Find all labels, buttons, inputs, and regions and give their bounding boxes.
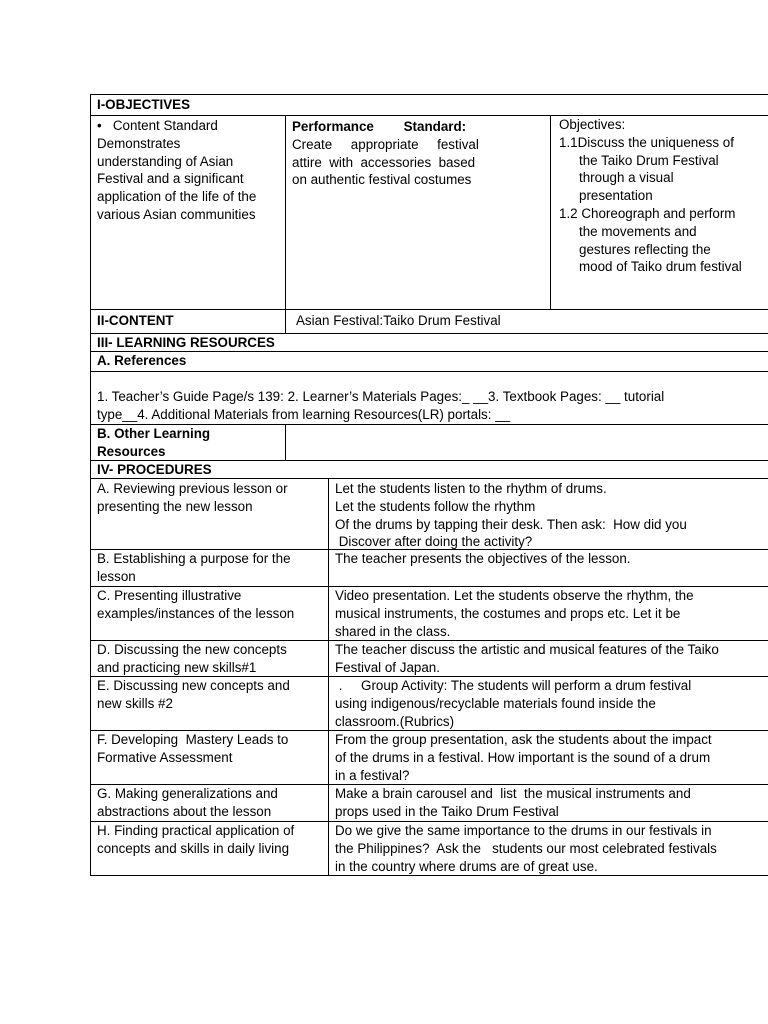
performance-standard-line: Create appropriate festival — [292, 136, 479, 152]
objective-text: Choreograph and perform — [577, 205, 736, 221]
objective-text: Discuss the uniqueness of — [577, 134, 734, 150]
procedure-row-d — [90, 640, 768, 676]
objectives-cell — [551, 116, 768, 309]
procedure-label — [91, 479, 328, 549]
content-standard-cell — [91, 116, 285, 309]
objective-text: the Taiko Drum Festival — [579, 152, 719, 168]
procedure-label-line: A. Reviewing previous lesson or — [97, 481, 288, 496]
procedure-label-line: D. Discussing the new concepts — [97, 642, 287, 657]
objective-text: mood of Taiko drum festival — [579, 259, 742, 275]
table-bottom-border — [90, 875, 768, 876]
procedure-label-line: G. Making generalizations and — [97, 786, 278, 801]
objective-item-1-2 — [559, 205, 765, 223]
content-standard-line: Festival and a significant — [97, 171, 244, 187]
references-heading: A. References — [97, 353, 187, 368]
objective-text: the movements and — [579, 223, 697, 239]
procedure-label — [91, 731, 328, 784]
objective-text: through a visual — [579, 170, 674, 186]
procedure-label — [91, 822, 328, 875]
procedure-label — [91, 550, 328, 586]
procedure-label-line: B. Establishing a purpose for the — [97, 551, 291, 566]
other-resources-line: Resources — [97, 443, 166, 459]
procedure-text-line: The teacher discuss the artistic and musical features of the Taiko — [335, 642, 719, 657]
procedure-text-line: The teacher presents the objectives of the lesson. — [335, 551, 631, 566]
procedure-row-h — [90, 821, 768, 875]
procedure-text-line: in the country where drums are of great use. — [335, 858, 598, 874]
references-text — [91, 372, 768, 424]
procedure-text-line: Do we give the same importance to the drums in our festivals in — [335, 823, 712, 838]
procedure-text — [329, 641, 768, 676]
procedure-row-g — [90, 784, 768, 821]
procedure-text — [329, 822, 768, 875]
procedure-text-line: props used in the Taiko Drum Festival — [335, 803, 559, 819]
procedure-text — [329, 785, 768, 821]
procedure-label-line: Formative Assessment — [97, 749, 233, 765]
performance-standard-label: Performance Standard: — [292, 119, 467, 134]
procedure-text-line: Video presentation. Let the students observe the rhythm, the — [335, 588, 694, 603]
performance-standard-line: on authentic festival costumes — [292, 172, 472, 188]
content-text: Asian Festival:Taiko Drum Festival — [296, 313, 501, 328]
objective-number: 1.1 — [559, 134, 578, 150]
procedure-text-line: Let the students follow the rhythm — [335, 498, 536, 514]
objectives-label: Objectives: — [559, 117, 626, 132]
objective-text: presentation — [579, 188, 653, 204]
references-body-row — [90, 371, 768, 424]
procedure-row-f — [90, 730, 768, 784]
content-standard-line: various Asian communities — [97, 206, 256, 222]
procedure-text-line: Let the students listen to the rhythm of drums. — [335, 481, 607, 496]
procedure-label-line: and practicing new skills#1 — [97, 659, 257, 675]
procedure-row-e — [90, 676, 768, 730]
procedures-heading: IV- PROCEDURES — [97, 462, 212, 477]
objective-number: 1.2 — [559, 205, 578, 221]
procedure-text-line: Festival of Japan. — [335, 659, 440, 675]
content-standard-line: Demonstrates — [97, 135, 181, 151]
content-row — [90, 309, 768, 333]
objectives-heading: I-OBJECTIVES — [97, 97, 191, 112]
objectives-body-row — [90, 115, 768, 309]
procedure-text — [329, 731, 768, 784]
procedure-label-line: F. Developing Mastery Leads to — [97, 732, 289, 747]
other-resources-heading — [91, 425, 285, 460]
column-divider — [285, 425, 286, 460]
procedure-label — [91, 785, 328, 821]
procedure-text-line: the Philippines? Ask the students our most celebrated festivals — [335, 840, 717, 856]
procedure-text-line: Make a brain carousel and list the musical instruments and — [335, 786, 691, 801]
references-heading-row — [90, 351, 768, 371]
other-resources-line: B. Other Learning — [97, 426, 211, 441]
procedure-label-line: H. Finding practical application of — [97, 823, 295, 838]
procedure-row-a — [90, 478, 768, 549]
performance-standard-line: attire with accessories based — [292, 154, 476, 170]
procedure-label-line: abstractions about the lesson — [97, 803, 272, 819]
procedure-text — [329, 587, 768, 640]
learning-resources-heading: III- LEARNING RESOURCES — [97, 335, 275, 350]
procedure-text-line: in a festival? — [335, 767, 410, 783]
procedure-text-line: shared in the class. — [335, 623, 451, 639]
content-standard-line: understanding of Asian — [97, 153, 234, 169]
procedure-row-c — [90, 586, 768, 640]
procedure-text-line: musical instruments, the costumes and props etc. Let it be — [335, 605, 681, 621]
procedure-text — [329, 677, 768, 730]
procedure-text — [329, 479, 768, 549]
procedure-text-line: . Group Activity: The students will perform a drum festival — [335, 678, 692, 693]
procedure-label-line: examples/instances of the lesson — [97, 605, 295, 621]
procedure-text — [329, 550, 768, 586]
references-line: type__4. Additional Materials from learning Resources(LR) portals: __ — [97, 406, 511, 422]
procedure-label-line: lesson — [97, 568, 136, 584]
content-heading: II-CONTENT — [97, 313, 174, 328]
other-resources-row — [90, 424, 768, 460]
objectives-heading-row — [90, 94, 768, 115]
procedure-text-line: of the drums in a festival. How important is the sound of a drum — [335, 749, 711, 765]
procedure-label — [91, 677, 328, 730]
procedure-label — [91, 641, 328, 676]
performance-standard-cell — [286, 116, 551, 309]
content-standard-line: • Content Standard — [97, 118, 218, 133]
procedure-row-b — [90, 549, 768, 586]
procedure-text-line: From the group presentation, ask the students about the impact — [335, 732, 712, 747]
learning-resources-heading-row — [90, 333, 768, 351]
procedure-label-line: concepts and skills in daily living — [97, 840, 290, 856]
procedure-label-line: presenting the new lesson — [97, 498, 253, 514]
procedure-text-line: using indigenous/recyclable materials found inside the — [335, 695, 656, 711]
procedure-label — [91, 587, 328, 640]
procedure-text-line: Discover after doing the activity? — [335, 534, 533, 549]
procedure-text-line: classroom.(Rubrics) — [335, 713, 455, 729]
content-standard-line: application of the life of the — [97, 189, 257, 205]
procedure-text-line: Of the drums by tapping their desk. Then ask: How did you — [335, 516, 687, 532]
references-line: 1. Teacher’s Guide Page/s 139: 2. Learner’s Materials Pages:_ __3. Textbook Pages: __ tutorial — [97, 389, 665, 404]
objective-text: gestures reflecting the — [579, 241, 711, 257]
procedures-heading-row — [90, 460, 768, 478]
objective-item-1-1 — [559, 134, 765, 152]
procedure-label-line: E. Discussing new concepts and — [97, 678, 290, 693]
procedure-label-line: new skills #2 — [97, 695, 173, 711]
procedure-label-line: C. Presenting illustrative — [97, 588, 242, 603]
